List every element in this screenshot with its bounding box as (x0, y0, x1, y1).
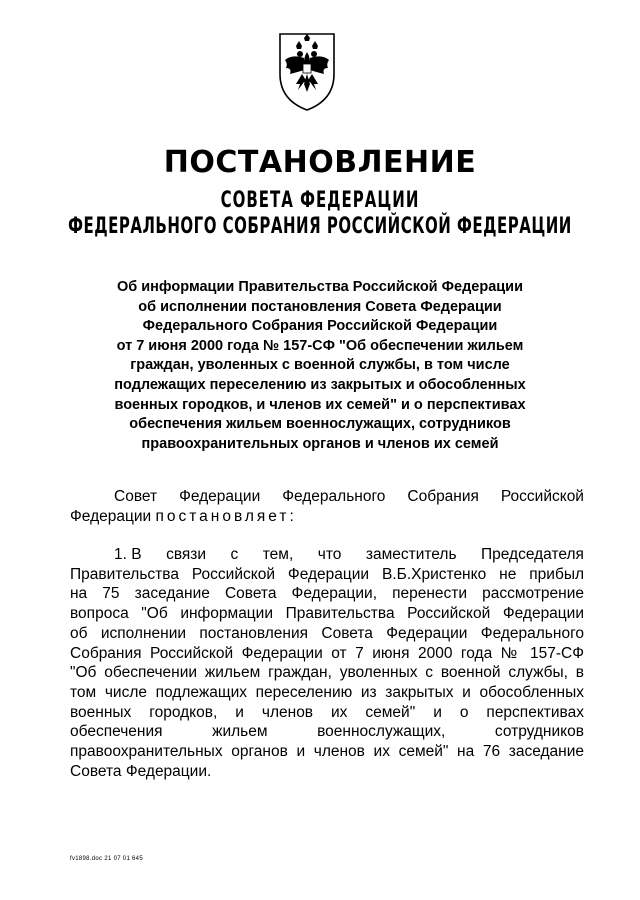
paragraph-line (70, 584, 584, 604)
title-line: обеспечения жильем военнослужащих, сотрудников (129, 416, 511, 433)
title-line: об исполнении постановления Совета Федерации (138, 298, 502, 315)
word: на 75 заседание Совета Федерации, перенести рассмотрение (70, 585, 584, 603)
title-line: Об информации Правительства Российской Федерации (117, 279, 523, 295)
page-subtitle: СОВЕТА ФЕДЕРАЦИИ (220, 186, 420, 213)
word: сотрудников (494, 723, 584, 741)
word: Российской (500, 488, 584, 505)
word: заместитель (365, 546, 457, 563)
word: Собрания (407, 488, 479, 505)
page-title: ПОСТАНОВЛЕНИЕ (163, 145, 477, 180)
word: и (235, 703, 244, 721)
word: их (331, 703, 348, 721)
paragraph-line (70, 644, 584, 664)
word: 1. В (114, 546, 142, 563)
word: правоохранительных органов и членов их семей" на 76 заседание (70, 743, 584, 761)
word: "Об обеспечении жильем граждан, уволенных с военной службы, в (70, 664, 584, 682)
page-subtitle-2: ФЕДЕРАЛЬНОГО СОБРАНИЯ РОССИЙСКОЙ ФЕДЕРАЦИИ (68, 212, 572, 239)
intro-paragraph (70, 487, 584, 526)
paragraph-line (70, 545, 584, 565)
paragraph-line (70, 624, 584, 644)
word: о (459, 703, 469, 721)
word: семей" (365, 703, 416, 721)
word: Собрания Российской Федерации от 7 июня 2000 года № 157-СФ (70, 644, 584, 662)
word: об исполнении постановления Совета Федерации Федерального (70, 624, 584, 642)
title-line: от 7 июня 2000 года № 157-СФ "Об обеспечении жильем (116, 337, 524, 354)
paragraph-line (70, 703, 584, 723)
title-line: Федерального Собрания Российской Федерации (142, 318, 498, 335)
word: Федерации (179, 488, 261, 505)
word: с (230, 546, 239, 563)
word: и (433, 703, 442, 721)
paragraph-line (70, 683, 584, 703)
word: Совет (114, 488, 158, 505)
paragraph-line (70, 722, 584, 742)
spaced-word: постановляет: (155, 507, 297, 525)
word: тем, (262, 546, 294, 563)
title-line: граждан, уволенных с военной службы, в том числе (130, 357, 510, 374)
word: том числе подлежащих переселению из закрытых и обособленных (70, 683, 584, 701)
word: военнослужащих, (317, 723, 446, 741)
paragraph-line (70, 487, 584, 507)
word: Совета Федерации. (70, 762, 212, 780)
word: Федерации (70, 507, 152, 525)
word: жильем (212, 723, 268, 741)
word: вопроса "Об информации Правительства Российской Федерации (70, 605, 584, 623)
paragraph-line (70, 507, 584, 527)
word: членов (261, 703, 314, 721)
word: Председателя (481, 546, 584, 563)
word: военных (70, 703, 132, 721)
paragraph-line (70, 762, 584, 782)
title-line: подлежащих переселению из закрытых и обособленных (114, 376, 526, 393)
word: Федерального (282, 488, 386, 505)
paragraph-line (70, 663, 584, 683)
word: городков, (149, 703, 218, 721)
paragraph-line (70, 604, 584, 624)
paragraph-line (70, 742, 584, 762)
title-line: военных городков, и членов их семей" и о перспективах (114, 396, 526, 413)
word: Правительства Российской Федерации В.Б.Христенко не прибыл (70, 565, 584, 583)
word: связи (166, 546, 207, 563)
item-1-paragraph (70, 545, 584, 781)
title-line: правоохранительных органов и членов их семей (141, 435, 499, 452)
paragraph-line (70, 565, 584, 585)
document-code: fv1898.doc 21 07 01 645 (70, 856, 143, 862)
word: обеспечения (70, 723, 163, 741)
coat-of-arms-icon (274, 28, 340, 114)
decree-title (70, 278, 570, 454)
word: перспективах (486, 703, 584, 721)
word: что (317, 546, 342, 563)
